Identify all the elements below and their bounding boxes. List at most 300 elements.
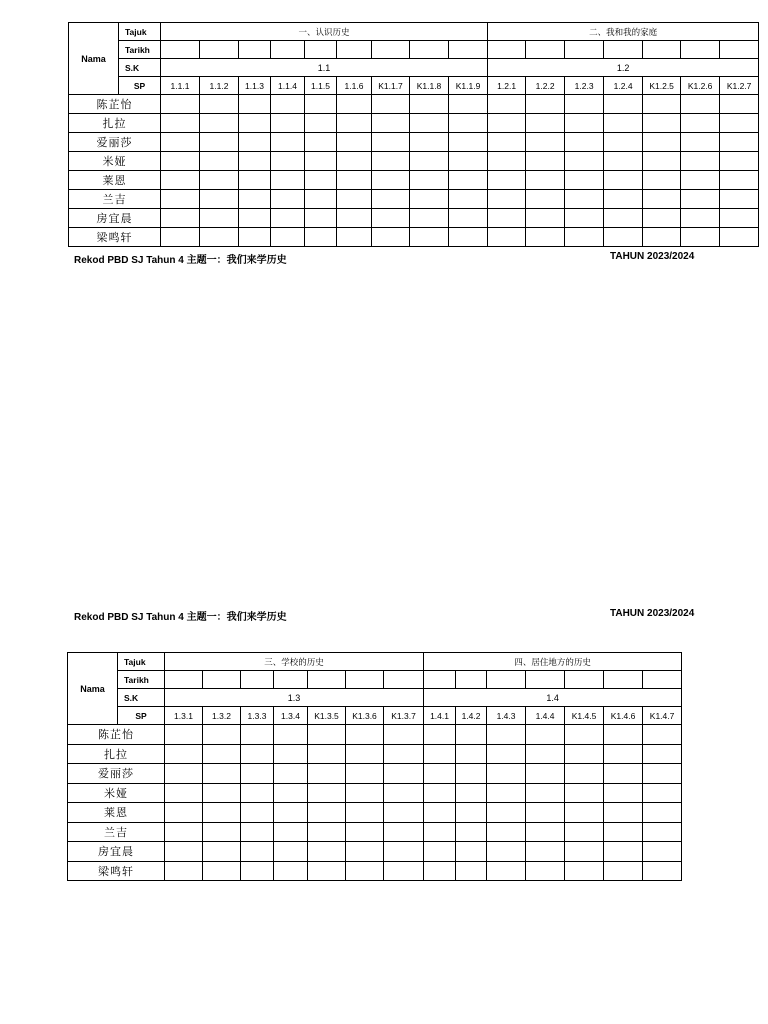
score-cell[interactable] [346, 764, 384, 784]
score-cell[interactable] [203, 725, 241, 745]
score-cell[interactable] [604, 114, 643, 133]
score-cell[interactable] [346, 725, 384, 745]
score-cell[interactable] [424, 725, 456, 745]
score-cell[interactable] [308, 764, 346, 784]
student-name: 兰吉 [69, 190, 161, 209]
score-cell[interactable] [424, 764, 456, 784]
tarikh-cell[interactable] [604, 671, 643, 689]
score-cell[interactable] [239, 95, 271, 114]
caption-left [74, 251, 287, 266]
score-cell[interactable] [410, 133, 449, 152]
score-cell[interactable] [643, 861, 682, 881]
score-cell[interactable] [372, 190, 410, 209]
tarikh-cell[interactable] [200, 41, 239, 59]
score-cell[interactable] [456, 861, 487, 881]
score-cell[interactable] [337, 209, 372, 228]
tarikh-cell[interactable] [346, 671, 384, 689]
score-cell[interactable] [604, 95, 643, 114]
tarikh-cell[interactable] [604, 41, 643, 59]
score-cell[interactable] [424, 822, 456, 842]
score-cell[interactable] [271, 190, 305, 209]
sp-code: 1.1.1 [161, 77, 200, 95]
score-cell[interactable] [526, 744, 565, 764]
tarikh-cell[interactable] [271, 41, 305, 59]
tarikh-cell[interactable] [565, 671, 604, 689]
tarikh-cell[interactable] [161, 41, 200, 59]
score-cell[interactable] [203, 842, 241, 862]
score-cell[interactable] [305, 209, 337, 228]
score-cell[interactable] [271, 228, 305, 247]
score-cell[interactable] [604, 842, 643, 862]
score-cell[interactable] [241, 842, 274, 862]
student-row [69, 95, 759, 114]
score-cell[interactable] [274, 842, 308, 862]
score-cell[interactable] [449, 209, 488, 228]
score-cell[interactable] [526, 764, 565, 784]
score-cell[interactable] [526, 114, 565, 133]
tarikh-cell[interactable] [424, 671, 456, 689]
score-cell[interactable] [449, 190, 488, 209]
score-cell[interactable] [424, 744, 456, 764]
score-cell[interactable] [526, 171, 565, 190]
score-cell[interactable] [161, 152, 200, 171]
tarikh-cell[interactable] [488, 41, 526, 59]
score-cell[interactable] [274, 764, 308, 784]
score-cell[interactable] [161, 190, 200, 209]
student-row [68, 725, 682, 745]
score-cell[interactable] [410, 171, 449, 190]
score-cell[interactable] [456, 803, 487, 823]
student-name: 陈芷怡 [69, 95, 161, 114]
score-cell[interactable] [604, 744, 643, 764]
score-cell[interactable] [337, 114, 372, 133]
score-cell[interactable] [526, 822, 565, 842]
score-cell[interactable] [239, 114, 271, 133]
score-cell[interactable] [274, 822, 308, 842]
tarikh-cell[interactable] [526, 41, 565, 59]
score-cell[interactable] [346, 822, 384, 842]
student-row [68, 744, 682, 764]
score-cell[interactable] [372, 209, 410, 228]
score-cell[interactable] [239, 171, 271, 190]
score-cell[interactable] [384, 744, 424, 764]
score-cell[interactable] [565, 764, 604, 784]
score-cell[interactable] [681, 228, 720, 247]
score-cell[interactable] [487, 803, 526, 823]
score-cell[interactable] [681, 152, 720, 171]
score-cell[interactable] [308, 783, 346, 803]
score-cell[interactable] [526, 190, 565, 209]
score-cell[interactable] [346, 842, 384, 862]
score-cell[interactable] [565, 861, 604, 881]
score-cell[interactable] [200, 171, 239, 190]
tarikh-cell[interactable] [681, 41, 720, 59]
score-cell[interactable] [346, 803, 384, 823]
tarikh-cell[interactable] [337, 41, 372, 59]
score-cell[interactable] [200, 228, 239, 247]
score-cell[interactable] [241, 861, 274, 881]
score-cell[interactable] [681, 95, 720, 114]
student-name: 梁鸣轩 [68, 861, 165, 881]
caption-left-theme-2: 主题一：我们来学历史 [186, 612, 287, 623]
score-cell[interactable] [643, 171, 681, 190]
score-cell[interactable] [161, 133, 200, 152]
sp-code: K1.1.9 [449, 77, 488, 95]
score-cell[interactable] [565, 190, 604, 209]
score-cell[interactable] [720, 171, 759, 190]
score-cell[interactable] [200, 133, 239, 152]
caption-left-2 [74, 608, 287, 623]
nama-header: Nama [68, 653, 118, 725]
score-cell[interactable] [526, 95, 565, 114]
score-cell[interactable] [161, 228, 200, 247]
score-cell[interactable] [239, 152, 271, 171]
score-cell[interactable] [305, 152, 337, 171]
student-name: 陈芷怡 [68, 725, 165, 745]
score-cell[interactable] [643, 133, 681, 152]
score-cell[interactable] [271, 95, 305, 114]
score-cell[interactable] [372, 95, 410, 114]
score-cell[interactable] [643, 744, 682, 764]
score-cell[interactable] [241, 764, 274, 784]
student-row [69, 228, 759, 247]
score-cell[interactable] [203, 822, 241, 842]
score-cell[interactable] [165, 764, 203, 784]
score-cell[interactable] [565, 171, 604, 190]
score-cell[interactable] [200, 95, 239, 114]
score-cell[interactable] [203, 861, 241, 881]
score-cell[interactable] [720, 190, 759, 209]
score-cell[interactable] [720, 209, 759, 228]
score-cell[interactable] [274, 783, 308, 803]
score-cell[interactable] [384, 803, 424, 823]
score-cell[interactable] [305, 95, 337, 114]
score-cell[interactable] [449, 228, 488, 247]
score-cell[interactable] [488, 190, 526, 209]
score-cell[interactable] [410, 95, 449, 114]
score-cell[interactable] [488, 95, 526, 114]
score-cell[interactable] [681, 209, 720, 228]
score-cell[interactable] [165, 842, 203, 862]
tarikh-cell[interactable] [203, 671, 241, 689]
score-cell[interactable] [565, 803, 604, 823]
score-cell[interactable] [305, 228, 337, 247]
score-cell[interactable] [410, 152, 449, 171]
score-cell[interactable] [305, 133, 337, 152]
score-cell[interactable] [526, 842, 565, 862]
score-cell[interactable] [604, 190, 643, 209]
score-cell[interactable] [565, 152, 604, 171]
score-cell[interactable] [720, 95, 759, 114]
score-cell[interactable] [456, 744, 487, 764]
score-cell[interactable] [165, 744, 203, 764]
score-cell[interactable] [565, 822, 604, 842]
score-cell[interactable] [526, 803, 565, 823]
score-cell[interactable] [604, 861, 643, 881]
score-cell[interactable] [681, 190, 720, 209]
score-cell[interactable] [526, 133, 565, 152]
score-cell[interactable] [165, 783, 203, 803]
score-cell[interactable] [337, 171, 372, 190]
tarikh-cell[interactable] [643, 41, 681, 59]
score-cell[interactable] [308, 803, 346, 823]
score-cell[interactable] [681, 114, 720, 133]
score-cell[interactable] [308, 822, 346, 842]
score-cell[interactable] [372, 228, 410, 247]
score-cell[interactable] [384, 822, 424, 842]
score-cell[interactable] [346, 783, 384, 803]
score-cell[interactable] [604, 152, 643, 171]
score-cell[interactable] [487, 725, 526, 745]
score-cell[interactable] [241, 744, 274, 764]
score-cell[interactable] [424, 783, 456, 803]
score-cell[interactable] [384, 861, 424, 881]
score-cell[interactable] [308, 744, 346, 764]
score-cell[interactable] [565, 95, 604, 114]
score-cell[interactable] [526, 209, 565, 228]
score-cell[interactable] [305, 190, 337, 209]
score-cell[interactable] [165, 861, 203, 881]
sp-code: 1.1.2 [200, 77, 239, 95]
tarikh-cell[interactable] [449, 41, 488, 59]
score-cell[interactable] [681, 171, 720, 190]
tarikh-cell[interactable] [526, 671, 565, 689]
tarikh-cell[interactable] [241, 671, 274, 689]
score-cell[interactable] [643, 152, 681, 171]
score-cell[interactable] [239, 209, 271, 228]
score-cell[interactable] [337, 95, 372, 114]
score-cell[interactable] [526, 783, 565, 803]
caption-left-text: Rekod PBD SJ Tahun 4 [74, 255, 187, 266]
score-cell[interactable] [203, 764, 241, 784]
score-cell[interactable] [488, 228, 526, 247]
score-cell[interactable] [410, 209, 449, 228]
score-cell[interactable] [456, 783, 487, 803]
score-cell[interactable] [604, 803, 643, 823]
score-cell[interactable] [643, 803, 682, 823]
score-cell[interactable] [384, 842, 424, 862]
score-cell[interactable] [305, 114, 337, 133]
score-cell[interactable] [487, 861, 526, 881]
score-cell[interactable] [410, 228, 449, 247]
score-cell[interactable] [604, 725, 643, 745]
score-cell[interactable] [372, 171, 410, 190]
score-cell[interactable] [681, 133, 720, 152]
tarikh-cell[interactable] [384, 671, 424, 689]
score-cell[interactable] [308, 842, 346, 862]
score-cell[interactable] [241, 803, 274, 823]
sp-code: K1.2.6 [681, 77, 720, 95]
tarikh-cell[interactable] [487, 671, 526, 689]
tarikh-cell[interactable] [643, 671, 682, 689]
score-cell[interactable] [337, 190, 372, 209]
theme-title: 三、学校的历史 [165, 653, 424, 671]
score-cell[interactable] [337, 133, 372, 152]
score-cell[interactable] [239, 228, 271, 247]
tarikh-cell[interactable] [308, 671, 346, 689]
score-cell[interactable] [720, 114, 759, 133]
score-cell[interactable] [488, 209, 526, 228]
score-cell[interactable] [456, 725, 487, 745]
score-cell[interactable] [271, 209, 305, 228]
score-cell[interactable] [487, 764, 526, 784]
score-cell[interactable] [305, 171, 337, 190]
score-cell[interactable] [643, 190, 681, 209]
score-cell[interactable] [372, 152, 410, 171]
score-cell[interactable] [271, 133, 305, 152]
score-cell[interactable] [643, 114, 681, 133]
score-cell[interactable] [308, 725, 346, 745]
score-cell[interactable] [424, 842, 456, 862]
tarikh-cell[interactable] [165, 671, 203, 689]
tarikh-cell[interactable] [239, 41, 271, 59]
score-cell[interactable] [604, 209, 643, 228]
score-cell[interactable] [643, 764, 682, 784]
sk-label: S.K [118, 689, 165, 707]
score-cell[interactable] [274, 861, 308, 881]
sp-code: K1.3.6 [346, 707, 384, 725]
score-cell[interactable] [424, 861, 456, 881]
score-cell[interactable] [526, 228, 565, 247]
score-cell[interactable] [274, 744, 308, 764]
score-cell[interactable] [565, 744, 604, 764]
score-cell[interactable] [456, 842, 487, 862]
score-cell[interactable] [203, 783, 241, 803]
theme-title: 一、认识历史 [161, 23, 488, 41]
score-cell[interactable] [565, 133, 604, 152]
score-cell[interactable] [410, 114, 449, 133]
score-cell[interactable] [200, 152, 239, 171]
score-cell[interactable] [526, 725, 565, 745]
score-cell[interactable] [565, 228, 604, 247]
score-cell[interactable] [488, 133, 526, 152]
score-cell[interactable] [643, 228, 681, 247]
score-cell[interactable] [526, 861, 565, 881]
student-name: 房宜晨 [68, 842, 165, 862]
student-row [69, 133, 759, 152]
score-cell[interactable] [241, 783, 274, 803]
score-cell[interactable] [424, 803, 456, 823]
score-cell[interactable] [449, 171, 488, 190]
score-cell[interactable] [271, 152, 305, 171]
score-cell[interactable] [449, 133, 488, 152]
score-cell[interactable] [720, 133, 759, 152]
score-cell[interactable] [200, 209, 239, 228]
tarikh-cell[interactable] [372, 41, 410, 59]
tarikh-cell[interactable] [410, 41, 449, 59]
score-cell[interactable] [308, 861, 346, 881]
sk-value: 1.2 [488, 59, 759, 77]
score-cell[interactable] [456, 822, 487, 842]
score-cell[interactable] [165, 803, 203, 823]
score-cell[interactable] [604, 783, 643, 803]
score-cell[interactable] [604, 133, 643, 152]
score-cell[interactable] [203, 744, 241, 764]
score-cell[interactable] [165, 822, 203, 842]
score-cell[interactable] [487, 744, 526, 764]
score-cell[interactable] [643, 842, 682, 862]
score-cell[interactable] [337, 152, 372, 171]
score-cell[interactable] [239, 190, 271, 209]
tarikh-cell[interactable] [305, 41, 337, 59]
score-cell[interactable] [274, 725, 308, 745]
score-cell[interactable] [449, 95, 488, 114]
score-cell[interactable] [200, 190, 239, 209]
score-cell[interactable] [604, 822, 643, 842]
score-cell[interactable] [161, 209, 200, 228]
score-cell[interactable] [720, 152, 759, 171]
score-cell[interactable] [643, 725, 682, 745]
score-cell[interactable] [565, 783, 604, 803]
score-cell[interactable] [241, 822, 274, 842]
score-cell[interactable] [271, 171, 305, 190]
theme-title: 四、居住地方的历史 [424, 653, 682, 671]
score-cell[interactable] [449, 114, 488, 133]
score-cell[interactable] [604, 171, 643, 190]
score-cell[interactable] [643, 209, 681, 228]
score-cell[interactable] [346, 744, 384, 764]
score-cell[interactable] [643, 822, 682, 842]
score-cell[interactable] [203, 803, 241, 823]
score-cell[interactable] [165, 725, 203, 745]
score-cell[interactable] [337, 228, 372, 247]
score-cell[interactable] [239, 133, 271, 152]
sp-code: K1.2.7 [720, 77, 759, 95]
tarikh-cell[interactable] [565, 41, 604, 59]
score-cell[interactable] [372, 133, 410, 152]
score-cell[interactable] [643, 95, 681, 114]
student-row [69, 171, 759, 190]
score-cell[interactable] [487, 822, 526, 842]
score-cell[interactable] [372, 114, 410, 133]
score-cell[interactable] [384, 783, 424, 803]
score-cell[interactable] [487, 783, 526, 803]
score-cell[interactable] [488, 171, 526, 190]
score-cell[interactable] [604, 764, 643, 784]
score-cell[interactable] [161, 171, 200, 190]
score-cell[interactable] [565, 114, 604, 133]
score-cell[interactable] [565, 842, 604, 862]
score-cell[interactable] [161, 95, 200, 114]
score-cell[interactable] [384, 764, 424, 784]
score-cell[interactable] [720, 228, 759, 247]
score-cell[interactable] [200, 114, 239, 133]
score-cell[interactable] [488, 114, 526, 133]
score-cell[interactable] [449, 152, 488, 171]
score-cell[interactable] [384, 725, 424, 745]
score-cell[interactable] [410, 190, 449, 209]
score-cell[interactable] [487, 842, 526, 862]
score-cell[interactable] [274, 803, 308, 823]
sp-code: 1.3.2 [203, 707, 241, 725]
tarikh-cell[interactable] [274, 671, 308, 689]
tarikh-cell[interactable] [720, 41, 759, 59]
score-cell[interactable] [456, 764, 487, 784]
score-cell[interactable] [488, 152, 526, 171]
score-cell[interactable] [643, 783, 682, 803]
score-cell[interactable] [161, 114, 200, 133]
score-cell[interactable] [604, 228, 643, 247]
score-cell[interactable] [271, 114, 305, 133]
tarikh-cell[interactable] [456, 671, 487, 689]
tarikh-row [69, 41, 759, 59]
score-cell[interactable] [526, 152, 565, 171]
score-cell[interactable] [565, 209, 604, 228]
caption-left-text-2: Rekod PBD SJ Tahun 4 [74, 612, 187, 623]
score-cell[interactable] [241, 725, 274, 745]
score-cell[interactable] [565, 725, 604, 745]
score-cell[interactable] [346, 861, 384, 881]
